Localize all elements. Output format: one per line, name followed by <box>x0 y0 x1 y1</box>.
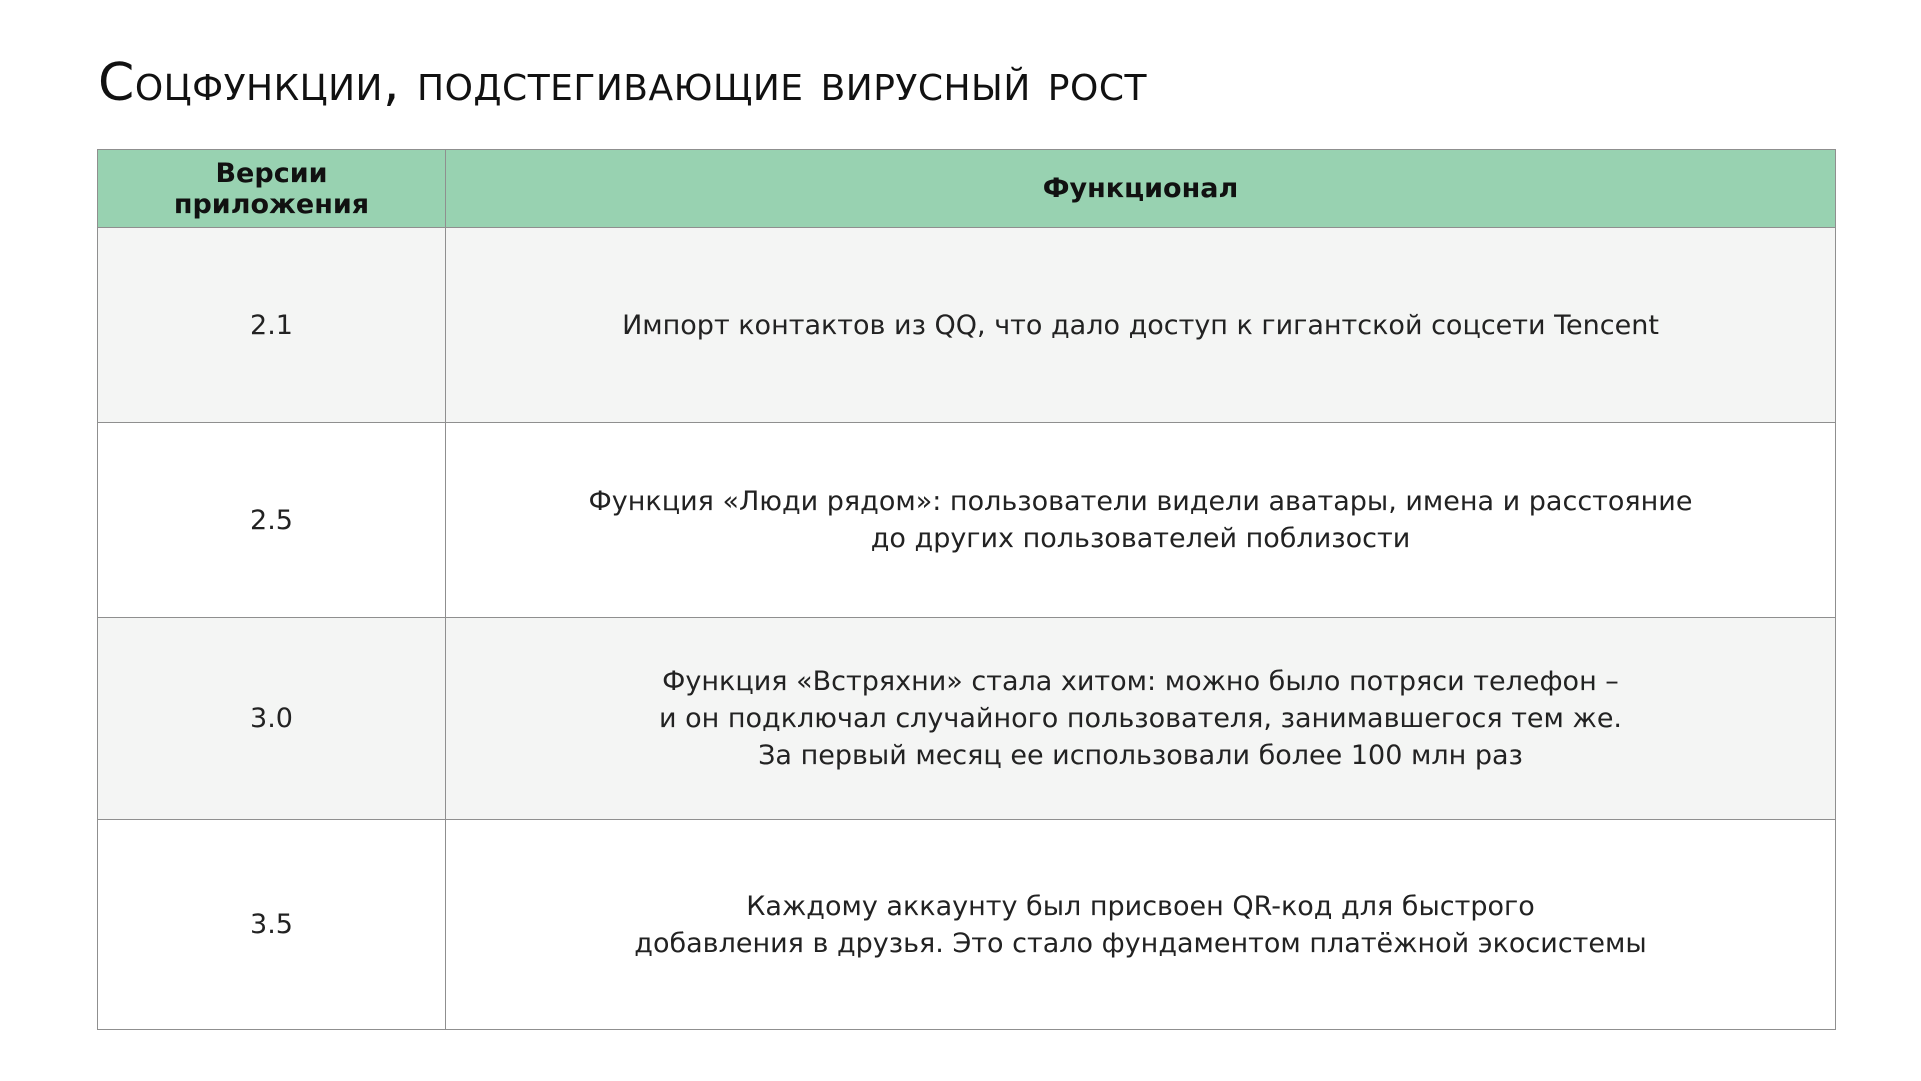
page-title <box>98 50 1147 116</box>
functionality-line: Каждому аккаунту был присвоен QR-код для быстрого <box>746 890 1535 922</box>
functionality-line: и он подключал случайного пользователя, занимавшегося тем же. <box>658 703 1623 734</box>
functionality-cell <box>446 423 1836 618</box>
table-row <box>98 228 1836 423</box>
version-cell: 3.5 <box>98 820 446 1030</box>
functionality-line: добавления в друзья. Это стало фундаментом платёжной экосистемы <box>634 927 1647 959</box>
table-row <box>98 618 1836 820</box>
functionality-cell <box>446 618 1836 820</box>
version-cell: 3.0 <box>98 618 446 820</box>
table-row <box>98 820 1836 1030</box>
functionality-line: Импорт контактов из QQ, что дало доступ к гигантской соцсети Tencent <box>622 309 1659 341</box>
features-table <box>97 149 1836 1030</box>
functionality-line: За первый месяц ее использовали более 100 млн раз <box>758 740 1523 771</box>
page-title-initial: С <box>98 53 135 113</box>
functionality-line: Функция «Встряхни» стала хитом: можно было потряси телефон – <box>662 666 1619 697</box>
version-cell: 2.5 <box>98 423 446 618</box>
page-title-rest: оцфункции, подстегивающие вирусный рост <box>134 53 1147 113</box>
functionality-line: Функция «Люди рядом»: пользователи видели аватары, имена и расстояние <box>588 486 1693 517</box>
version-cell: 2.1 <box>98 228 446 423</box>
header-functionality: Функционал <box>446 150 1836 228</box>
functionality-cell <box>446 820 1836 1030</box>
table-row <box>98 423 1836 618</box>
table-header-row <box>98 150 1836 228</box>
header-versions: Версии приложения <box>98 150 446 228</box>
functionality-cell <box>446 228 1836 423</box>
functionality-line: до других пользователей поблизости <box>870 523 1411 554</box>
